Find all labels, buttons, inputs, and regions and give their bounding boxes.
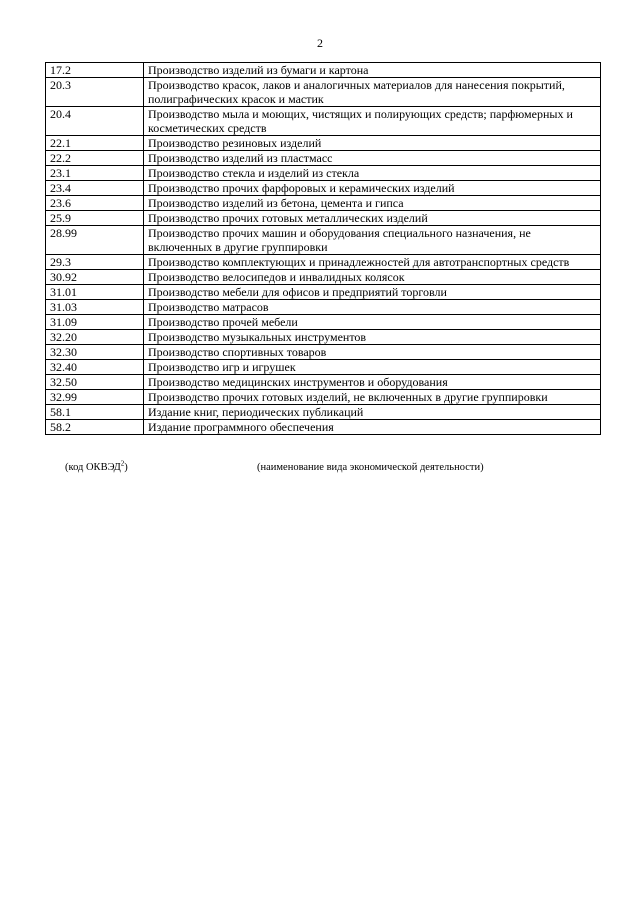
okved-code-cell: 20.3 — [46, 78, 144, 107]
okved-code-cell: 32.99 — [46, 390, 144, 405]
table-row — [46, 78, 601, 107]
okved-code-cell: 22.1 — [46, 136, 144, 151]
okved-code-cell: 28.99 — [46, 226, 144, 255]
table-row — [46, 226, 601, 255]
activity-name-cell: Производство велосипедов и инвалидных колясок — [144, 270, 601, 285]
table-row — [46, 196, 601, 211]
table-row — [46, 300, 601, 315]
table-row — [46, 107, 601, 136]
table-row — [46, 360, 601, 375]
activity-name-cell: Производство мебели для офисов и предприятий торговли — [144, 285, 601, 300]
activity-name-cell: Производство комплектующих и принадлежностей для автотранспортных средств — [144, 255, 601, 270]
okved-code-cell: 32.40 — [46, 360, 144, 375]
table-row — [46, 211, 601, 226]
okved-code-cell: 20.4 — [46, 107, 144, 136]
activity-name-cell: Издание книг, периодических публикаций — [144, 405, 601, 420]
okved-code-cell: 30.92 — [46, 270, 144, 285]
activity-name-cell: Производство музыкальных инструментов — [144, 330, 601, 345]
table-row — [46, 270, 601, 285]
table-row — [46, 390, 601, 405]
activity-name-cell: Производство изделий из бетона, цемента и гипса — [144, 196, 601, 211]
okved-code-cell: 23.1 — [46, 166, 144, 181]
table-row — [46, 405, 601, 420]
table-row — [46, 285, 601, 300]
okved-code-cell: 29.3 — [46, 255, 144, 270]
okved-code-cell: 23.6 — [46, 196, 144, 211]
activity-name-cell: Производство прочих готовых металлических изделий — [144, 211, 601, 226]
activity-name-cell: Производство прочей мебели — [144, 315, 601, 330]
table-row — [46, 330, 601, 345]
table-row — [46, 136, 601, 151]
activity-name-cell: Производство прочих машин и оборудования специального назначения, не включенных в другие группировки — [144, 226, 601, 255]
activity-name-cell: Производство прочих готовых изделий, не включенных в другие группировки — [144, 390, 601, 405]
table-row — [46, 166, 601, 181]
table-row — [46, 375, 601, 390]
table-row — [46, 151, 601, 166]
page-number: 2 — [317, 36, 323, 50]
table-row — [46, 255, 601, 270]
okved-code-cell: 58.1 — [46, 405, 144, 420]
okved-code-cell: 23.4 — [46, 181, 144, 196]
activity-name-cell: Издание программного обеспечения — [144, 420, 601, 435]
table-row — [46, 181, 601, 196]
okved-code-cell: 32.50 — [46, 375, 144, 390]
activity-name-cell: Производство прочих фарфоровых и керамических изделий — [144, 181, 601, 196]
code-column-caption — [65, 459, 128, 474]
okved-table-body — [46, 63, 601, 435]
activity-name-cell: Производство резиновых изделий — [144, 136, 601, 151]
okved-code-cell: 58.2 — [46, 420, 144, 435]
activity-name-cell: Производство матрасов — [144, 300, 601, 315]
activity-name-cell: Производство изделий из бумаги и картона — [144, 63, 601, 78]
activity-name-cell: Производство изделий из пластмасс — [144, 151, 601, 166]
activity-name-cell: Производство спортивных товаров — [144, 345, 601, 360]
activity-name-cell: Производство игр и игрушек — [144, 360, 601, 375]
activity-name-cell: Производство стекла и изделий из стекла — [144, 166, 601, 181]
okved-code-cell: 32.20 — [46, 330, 144, 345]
okved-code-cell: 17.2 — [46, 63, 144, 78]
table-row — [46, 420, 601, 435]
okved-code-cell: 31.03 — [46, 300, 144, 315]
activity-name-cell: Производство красок, лаков и аналогичных материалов для нанесения покрытий, полиграфических красок и мастик — [144, 78, 601, 107]
okved-code-cell: 31.01 — [46, 285, 144, 300]
footnote-marker: 2 — [120, 459, 125, 468]
activity-name-cell: Производство мыла и моющих, чистящих и полирующих средств; парфюмерных и косметических средств — [144, 107, 601, 136]
code-caption-close: ) — [124, 462, 128, 473]
table-row — [46, 63, 601, 78]
okved-code-cell: 22.2 — [46, 151, 144, 166]
code-caption-label: (код ОКВЭД — [65, 462, 121, 473]
name-column-caption: (наименование вида экономической деятельности) — [257, 462, 484, 473]
table-row — [46, 345, 601, 360]
activity-name-cell: Производство медицинских инструментов и оборудования — [144, 375, 601, 390]
okved-table — [45, 62, 601, 435]
okved-code-cell: 32.30 — [46, 345, 144, 360]
okved-code-cell: 31.09 — [46, 315, 144, 330]
okved-code-cell: 25.9 — [46, 211, 144, 226]
table-row — [46, 315, 601, 330]
